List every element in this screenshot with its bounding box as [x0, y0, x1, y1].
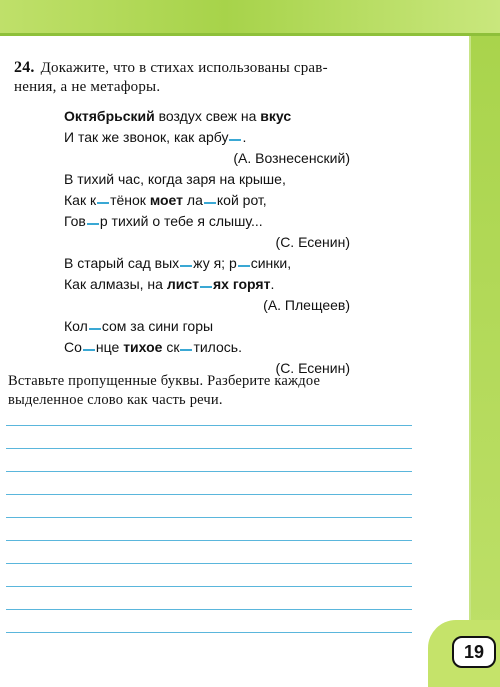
blank-gap[interactable]: [97, 202, 109, 204]
poem-text: И так же звонок, как арбу: [64, 129, 229, 145]
poem-text: ла: [183, 192, 203, 208]
poem-text: синки,: [250, 255, 292, 271]
page-number: 19: [452, 636, 496, 668]
task-text: [14, 58, 414, 97]
poem-line-8: [64, 316, 350, 337]
poem-line-4: [64, 190, 350, 211]
task-number: 24.: [14, 59, 35, 76]
author-voznesensky: (А. Вознесенский): [233, 150, 350, 166]
writing-line[interactable]: [6, 425, 412, 426]
poem-text: .: [270, 276, 275, 292]
poem-text: Как алмазы, на: [64, 276, 167, 292]
poem: [64, 106, 350, 379]
writing-line[interactable]: [6, 609, 412, 610]
poem-line-3: В тихий час, когда заря на крыше,: [64, 171, 286, 187]
instruction-line-1: Вставьте пропущенные буквы. Разберите каждое: [8, 373, 321, 389]
instruction: [8, 372, 416, 410]
instruction-line-2: выделенное слово как часть речи.: [8, 392, 223, 408]
header-band: [0, 0, 500, 36]
poem-text: кой рот,: [216, 192, 267, 208]
poem-text: тилось.: [193, 339, 242, 355]
blank-gap[interactable]: [238, 265, 250, 267]
poem-line-6: [64, 253, 350, 274]
author-esenin-1: (С. Есенин): [275, 234, 350, 250]
right-margin-band: [471, 36, 500, 687]
bold-word-tikhoe: тихое: [123, 339, 163, 355]
blank-gap[interactable]: [204, 202, 216, 204]
writing-line[interactable]: [6, 471, 412, 472]
author-esenin-2: (С. Есенин): [275, 360, 350, 376]
poem-text: воздух свеж на: [154, 108, 261, 124]
poem-text: сом за сини горы: [101, 318, 214, 334]
blank-gap[interactable]: [87, 223, 99, 225]
bold-word-goryat: ях горят: [213, 276, 271, 292]
poem-text: Кол: [64, 318, 88, 334]
blank-gap[interactable]: [200, 286, 212, 288]
poem-text: В старый сад вых: [64, 255, 180, 271]
writing-line[interactable]: [6, 494, 412, 495]
poem-text: Со: [64, 339, 82, 355]
poem-text: Гов: [64, 213, 86, 229]
blank-gap[interactable]: [83, 349, 95, 351]
writing-line[interactable]: [6, 448, 412, 449]
blank-gap[interactable]: [89, 328, 101, 330]
writing-line[interactable]: [6, 632, 412, 633]
blank-gap[interactable]: [180, 349, 192, 351]
blank-gap[interactable]: [180, 265, 192, 267]
author-pleshcheev: (А. Плещеев): [263, 297, 350, 313]
writing-line[interactable]: [6, 586, 412, 587]
writing-line[interactable]: [6, 563, 412, 564]
poem-line-5: [64, 211, 350, 232]
writing-line[interactable]: [6, 517, 412, 518]
bold-word-list: лист: [166, 276, 199, 292]
bold-word-oktyabrsky: Октябрьский: [64, 108, 155, 124]
poem-text: ск: [162, 339, 180, 355]
poem-text: тёнок: [110, 192, 150, 208]
blank-gap[interactable]: [229, 139, 241, 141]
bold-word-moet: моет: [149, 192, 184, 208]
writing-line[interactable]: [6, 540, 412, 541]
task-line-2: нения, а не метафоры.: [14, 79, 161, 95]
bold-word-vkus: вкус: [260, 108, 292, 124]
poem-text: нце: [95, 339, 124, 355]
task-line-1: Докажите, что в стихах использованы срав-: [40, 60, 328, 76]
poem-line-1: [64, 106, 350, 127]
poem-text: жу я; р: [193, 255, 237, 271]
poem-text: Как к: [64, 192, 97, 208]
poem-text: р тихий о тебе я слышу...: [99, 213, 263, 229]
poem-line-9: [64, 337, 350, 358]
poem-line-7: [64, 274, 350, 295]
poem-line-2: [64, 127, 350, 148]
poem-text: .: [242, 129, 247, 145]
